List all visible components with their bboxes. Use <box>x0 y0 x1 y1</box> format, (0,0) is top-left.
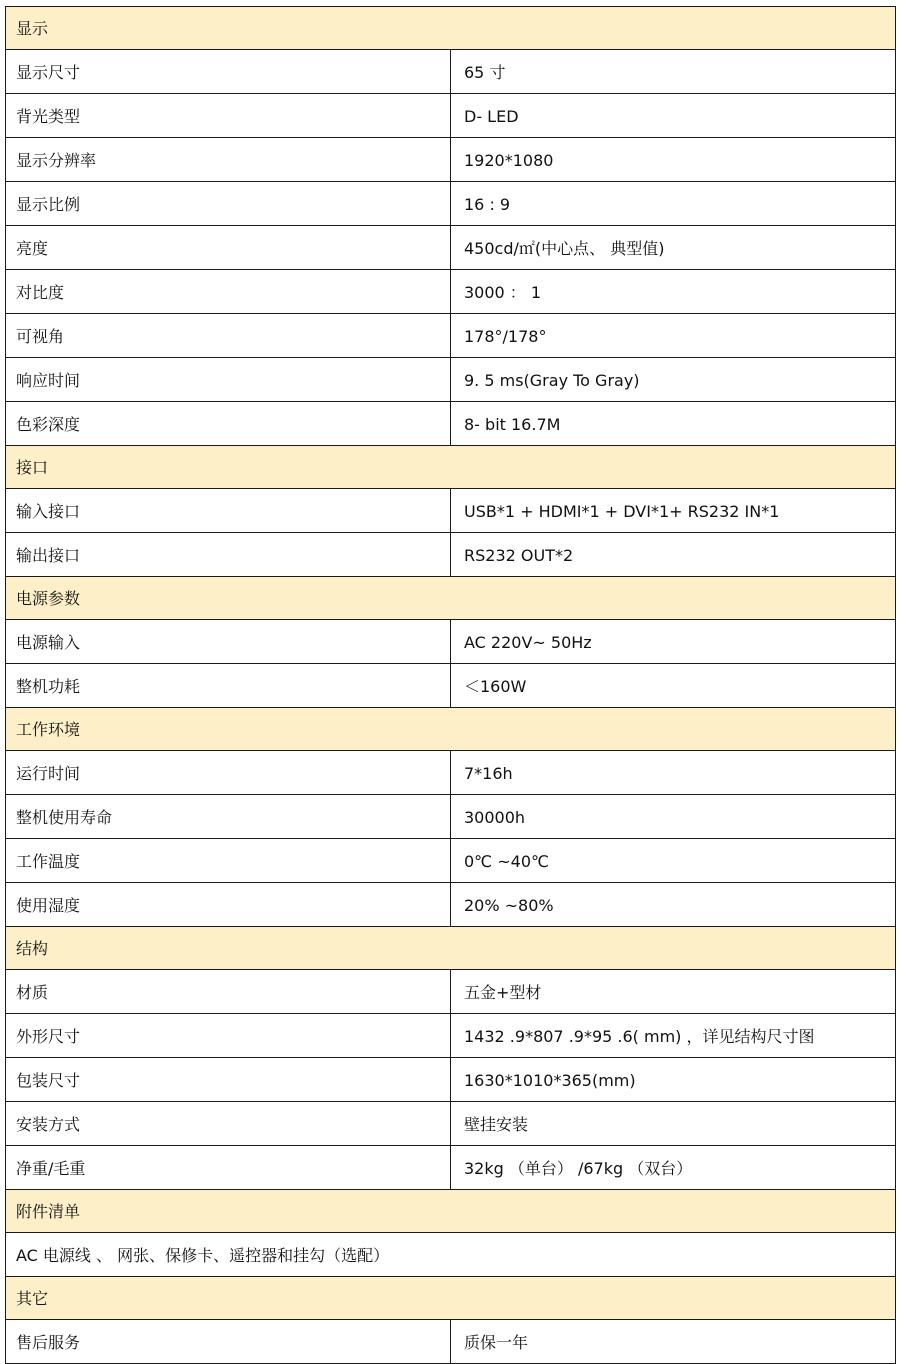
spec-value: 8- bit 16.7M <box>451 402 896 446</box>
section-header <box>6 577 896 620</box>
accessory-list: AC 电源线 、 网张、保修卡、遥控器和挂勾（选配） <box>6 1233 896 1277</box>
section-title: 电源参数 <box>6 577 896 620</box>
table-row <box>6 664 896 708</box>
section-header <box>6 708 896 751</box>
spec-label: 色彩深度 <box>6 402 451 446</box>
spec-label: 显示比例 <box>6 182 451 226</box>
spec-value: 65 寸 <box>451 50 896 94</box>
table-row <box>6 839 896 883</box>
spec-value: ＜160W <box>451 664 896 708</box>
spec-label: 运行时间 <box>6 751 451 795</box>
spec-value: RS232 OUT*2 <box>451 533 896 577</box>
spec-label: 输入接口 <box>6 489 451 533</box>
section-title: 工作环境 <box>6 708 896 751</box>
table-row <box>6 314 896 358</box>
spec-label: 响应时间 <box>6 358 451 402</box>
table-row <box>6 489 896 533</box>
section-title: 显示 <box>6 7 896 50</box>
table-row <box>6 751 896 795</box>
table-row <box>6 226 896 270</box>
table-row <box>6 138 896 182</box>
spec-value: USB*1 + HDMI*1 + DVI*1+ RS232 IN*1 <box>451 489 896 533</box>
spec-value: 五金+型材 <box>451 970 896 1014</box>
spec-value: 450cd/㎡(中心点、 典型值) <box>451 226 896 270</box>
table-row <box>6 94 896 138</box>
spec-label: 售后服务 <box>6 1320 451 1364</box>
section-header <box>6 446 896 489</box>
table-row <box>6 358 896 402</box>
spec-value: 0℃ ~40℃ <box>451 839 896 883</box>
spec-value: 7*16h <box>451 751 896 795</box>
table-row <box>6 50 896 94</box>
section-header <box>6 1190 896 1233</box>
spec-value: 178°/178° <box>451 314 896 358</box>
table-row <box>6 1320 896 1364</box>
section-header <box>6 927 896 970</box>
section-title: 附件清单 <box>6 1190 896 1233</box>
spec-label: 背光类型 <box>6 94 451 138</box>
spec-value: 壁挂安装 <box>451 1102 896 1146</box>
spec-value: 32kg （单台） /67kg （双台） <box>451 1146 896 1190</box>
table-row <box>6 620 896 664</box>
spec-label: 安装方式 <box>6 1102 451 1146</box>
table-row <box>6 1102 896 1146</box>
table-row <box>6 1014 896 1058</box>
table-row <box>6 182 896 226</box>
spec-value: 30000h <box>451 795 896 839</box>
spec-value: 1630*1010*365(mm) <box>451 1058 896 1102</box>
spec-label: 可视角 <box>6 314 451 358</box>
table-row <box>6 795 896 839</box>
spec-label: 整机功耗 <box>6 664 451 708</box>
spec-value: 9. 5 ms(Gray To Gray) <box>451 358 896 402</box>
section-title: 接口 <box>6 446 896 489</box>
spec-value: 1920*1080 <box>451 138 896 182</box>
section-title: 结构 <box>6 927 896 970</box>
spec-label: 对比度 <box>6 270 451 314</box>
spec-label: 外形尺寸 <box>6 1014 451 1058</box>
spec-value: 1432 .9*807 .9*95 .6( mm) ，详见结构尺寸图 <box>451 1014 896 1058</box>
spec-value: 16 : 9 <box>451 182 896 226</box>
spec-label: 工作温度 <box>6 839 451 883</box>
spec-label: 电源输入 <box>6 620 451 664</box>
spec-label: 材质 <box>6 970 451 1014</box>
spec-value: 质保一年 <box>451 1320 896 1364</box>
table-row <box>6 1146 896 1190</box>
spec-value: D- LED <box>451 94 896 138</box>
spec-table <box>5 6 896 1364</box>
spec-label: 净重/毛重 <box>6 1146 451 1190</box>
spec-value: AC 220V~ 50Hz <box>451 620 896 664</box>
section-header <box>6 7 896 50</box>
table-row <box>6 1058 896 1102</box>
table-row <box>6 883 896 927</box>
spec-label: 显示尺寸 <box>6 50 451 94</box>
spec-label: 包装尺寸 <box>6 1058 451 1102</box>
spec-label: 整机使用寿命 <box>6 795 451 839</box>
table-row <box>6 1233 896 1277</box>
spec-label: 输出接口 <box>6 533 451 577</box>
spec-label: 使用湿度 <box>6 883 451 927</box>
spec-label: 显示分辨率 <box>6 138 451 182</box>
section-title: 其它 <box>6 1277 896 1320</box>
table-row <box>6 270 896 314</box>
table-row <box>6 402 896 446</box>
spec-value: 3000 ： 1 <box>451 270 896 314</box>
section-header <box>6 1277 896 1320</box>
table-row <box>6 533 896 577</box>
spec-value: 20% ~80% <box>451 883 896 927</box>
spec-label: 亮度 <box>6 226 451 270</box>
table-row <box>6 970 896 1014</box>
